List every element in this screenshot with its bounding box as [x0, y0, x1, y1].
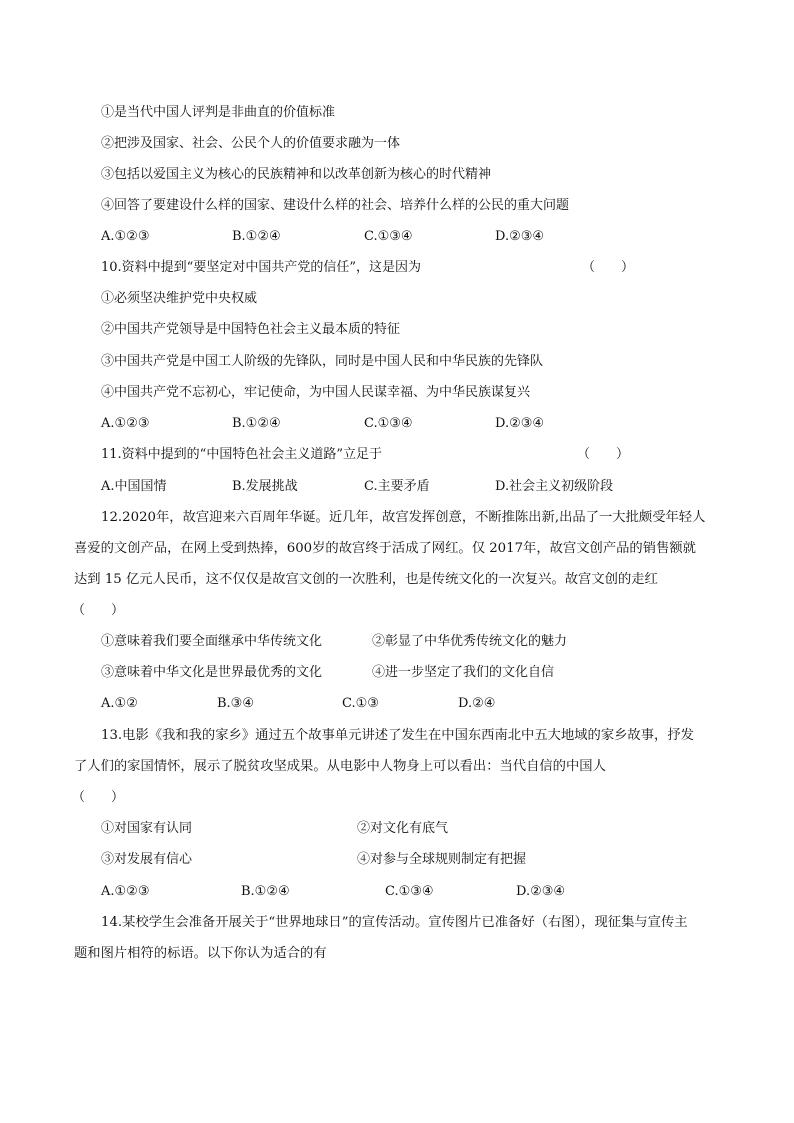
- q9-item-3: ③包括以爱国主义为核心的民族精神和以改革创新为核心的时代精神: [101, 167, 492, 182]
- q9-option-a: A.①②③: [101, 229, 150, 244]
- q13-option-b: B.①②④: [241, 884, 290, 899]
- q13-item-4: ④对参与全球规则制定有把握: [357, 852, 527, 867]
- q9-item-4: ④回答了要建设什么样的国家、建设什么样的社会、培养什么样的公民的重大问题: [101, 198, 570, 213]
- q13-item-3: ③对发展有信心: [101, 852, 193, 867]
- q14-stem-line-1: 14.某校学生会准备开展关于“世界地球日”的宣传活动。宣传图片已准备好（右图），现征集与宣传主: [101, 915, 688, 930]
- q12-item-2: ②彰显了中华优秀传统文化的魅力: [372, 634, 568, 649]
- q10-item-1: ①必须坚决维护党中央权威: [101, 291, 258, 306]
- q9-option-d: D.②③④: [495, 229, 545, 244]
- q10-item-2: ②中国共产党领导是中国特色社会主义最本质的特征: [101, 322, 401, 337]
- q12-item-4: ④进一步坚定了我们的文化自信: [372, 665, 555, 680]
- q13-option-c: C.①③④: [385, 884, 434, 899]
- q12-item-3: ③意味着中华文化是世界最优秀的文化: [101, 665, 323, 680]
- q12-option-c: C.①③: [342, 696, 379, 711]
- q11-option-c: C.主要矛盾: [364, 479, 430, 494]
- q10-item-4: ④中国共产党不忘初心，牢记使命，为中国人民谋幸福、为中华民族谋复兴: [101, 385, 531, 400]
- q12-stem-line-2: 喜爱的文创产品，在网上受到热捧，600岁的故宫终于活成了网红。仅 2017年，故宫文创产品的销售额就: [74, 541, 696, 556]
- q12-option-b: B.③④: [217, 696, 254, 711]
- q13-stem-line-1: 13.电影《我和我的家乡》通过五个故事单元讲述了发生在中国东西南北中五大地域的家乡故事，抒发: [101, 728, 694, 743]
- q13-stem-line-2: 了人们的家国情怀，展示了脱贫攻坚成果。从电影中人物身上可以看出：当代自信的中国人: [74, 759, 606, 774]
- q10-item-3: ③中国共产党是中国工人阶级的先锋队，同时是中国人民和中华民族的先锋队: [101, 354, 544, 369]
- q13-answer-bracket: （ ）: [72, 790, 125, 805]
- q14-stem-line-2: 题和图片相符的标语。以下你认为适合的有: [74, 946, 327, 961]
- q12-option-a: A.①②: [101, 696, 138, 711]
- q10-answer-bracket: （ ）: [582, 260, 635, 275]
- q11-answer-bracket: （ ）: [577, 447, 630, 462]
- q10-stem: 10.资料中提到“要坚定对中国共产党的信任”，这是因为: [101, 260, 421, 275]
- q12-answer-bracket: （ ）: [72, 603, 125, 618]
- q11-stem: 11.资料中提到的“中国特色社会主义道路”立足于: [101, 447, 382, 462]
- q11-option-b: B.发展挑战: [232, 479, 298, 494]
- q13-option-d: D.②③④: [516, 884, 566, 899]
- q12-option-d: D.②④: [458, 696, 496, 711]
- q13-option-a: A.①②③: [101, 884, 150, 899]
- q13-item-1: ①对国家有认同: [101, 821, 193, 836]
- q11-option-a: A.中国国情: [101, 479, 167, 494]
- q11-option-d: D.社会主义初级阶段: [495, 479, 614, 494]
- q12-item-1: ①意味着我们要全面继承中华传统文化: [101, 634, 323, 649]
- q9-option-b: B.①②④: [232, 229, 281, 244]
- q12-stem-line-1: 12.2020年，故宫迎来六百周年华诞。近几年，故宫发挥创意，不断推陈出新,出品了一大批颇受年轻人: [101, 510, 706, 525]
- q13-item-2: ②对文化有底气: [357, 821, 449, 836]
- q12-stem-line-3: 达到 15 亿元人民币，这不仅仅是故宫文创的一次胜利，也是传统文化的一次复兴。故宫文创的走红: [74, 572, 658, 587]
- q10-option-c: C.①③④: [364, 416, 413, 431]
- q10-option-d: D.②③④: [495, 416, 545, 431]
- q9-item-2: ②把涉及国家、社会、公民个人的价值要求融为一体: [101, 136, 401, 151]
- q10-option-a: A.①②③: [101, 416, 150, 431]
- q9-option-c: C.①③④: [364, 229, 413, 244]
- q10-option-b: B.①②④: [232, 416, 281, 431]
- q9-item-1: ①是当代中国人评判是非曲直的价值标准: [101, 105, 336, 120]
